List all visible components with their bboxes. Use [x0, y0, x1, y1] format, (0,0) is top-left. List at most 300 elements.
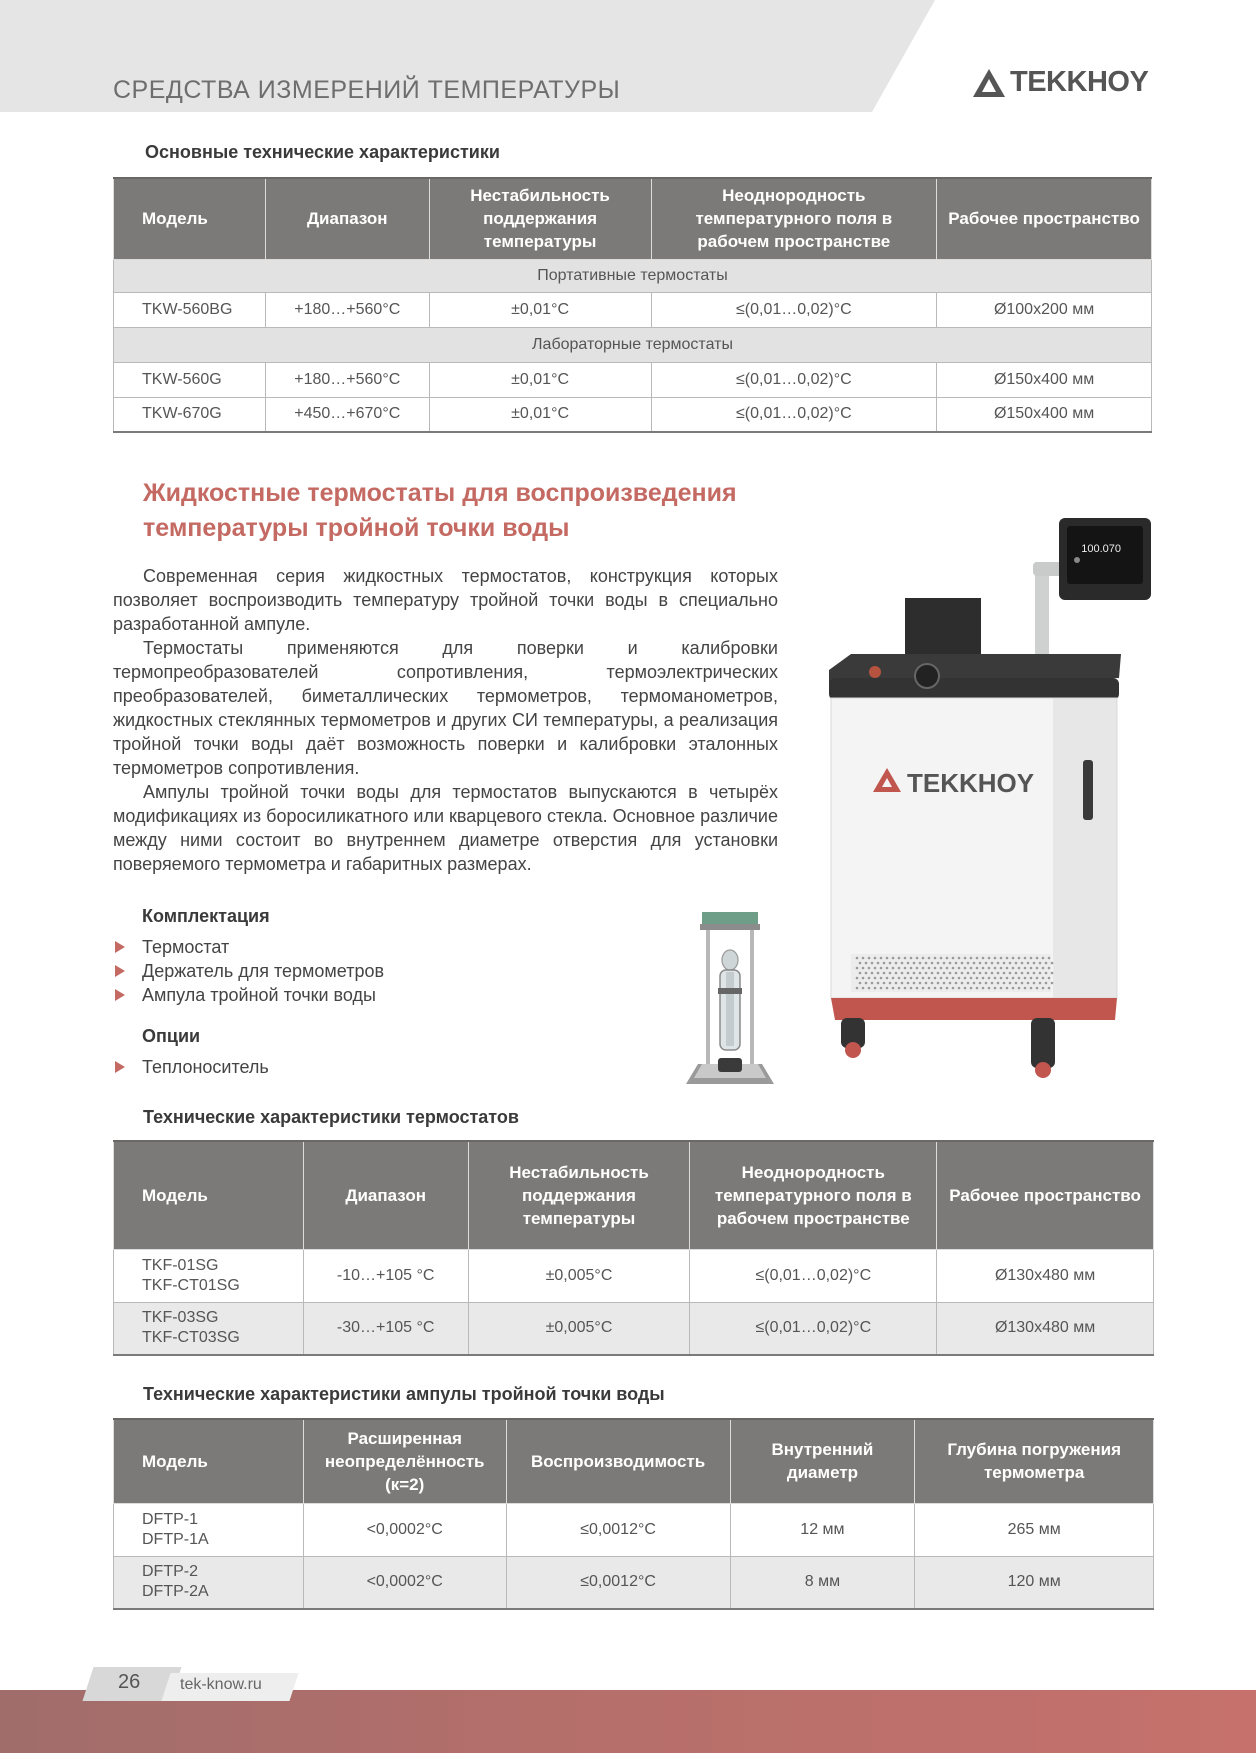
vent-hole	[1042, 977, 1045, 980]
device-brand-text: TEKKHOY	[907, 768, 1035, 798]
bullet-triangle-icon	[115, 941, 125, 953]
col-header-immersion-depth: Глубина погружения термометра	[915, 1419, 1154, 1503]
vent-hole	[1009, 972, 1012, 975]
cell-model: TKW-560G	[114, 362, 266, 397]
vent-hole	[865, 972, 868, 975]
cell-workspace: Ø100х200 мм	[937, 292, 1152, 327]
thermostat-device-image	[815, 510, 1155, 1095]
vent-hole	[955, 962, 958, 965]
table-header-row	[114, 1141, 1154, 1249]
vent-hole	[997, 972, 1000, 975]
vent-hole	[877, 962, 880, 965]
vent-hole	[856, 977, 859, 980]
kit-heading: Комплектация	[142, 906, 270, 926]
paragraph: Современная серия жидкостных термостатов, конструкция которых позволяет воспроизводить температуру тройной точки воды в специально разработанной ампуле.	[113, 566, 778, 634]
vent-hole	[1024, 987, 1027, 990]
vent-hole	[1036, 957, 1039, 960]
vent-hole	[979, 962, 982, 965]
table-section-row	[114, 327, 1152, 362]
vent-hole	[964, 957, 967, 960]
page-section-title: СРЕДСТВА ИЗМЕРЕНИЙ ТЕМПЕРАТУРЫ	[113, 76, 621, 104]
vent-hole	[889, 972, 892, 975]
vent-hole	[922, 987, 925, 990]
vent-hole	[1018, 987, 1021, 990]
cell-model	[114, 1503, 304, 1556]
vent-hole	[952, 967, 955, 970]
vent-hole	[916, 977, 919, 980]
col-header-model: Модель	[114, 1141, 304, 1249]
vent-hole	[1000, 987, 1003, 990]
vent-hole	[883, 972, 886, 975]
vent-hole	[1003, 962, 1006, 965]
vent-hole	[904, 967, 907, 970]
vent-hole	[958, 967, 961, 970]
vent-hole	[937, 972, 940, 975]
vent-hole	[1027, 962, 1030, 965]
cell-immersion-depth: 265 мм	[915, 1503, 1154, 1556]
vent-hole	[880, 977, 883, 980]
cell-range: +180…+560°С	[265, 292, 429, 327]
vent-hole	[952, 987, 955, 990]
col-header-inhomogeneity: Неоднородность температурного поля в рабочем пространстве	[651, 178, 937, 259]
vent-hole	[982, 977, 985, 980]
cell-model	[114, 1302, 304, 1355]
vent-hole	[967, 962, 970, 965]
vent-hole	[1030, 957, 1033, 960]
vent-hole	[997, 982, 1000, 985]
vent-hole	[871, 962, 874, 965]
cell-instability: ±0,005°С	[468, 1302, 690, 1355]
vent-hole	[991, 962, 994, 965]
vent-hole	[958, 987, 961, 990]
vent-hole	[958, 957, 961, 960]
vent-hole	[1036, 987, 1039, 990]
cell-reproducibility: ≤0,0012°С	[506, 1503, 730, 1556]
cell-inner-diameter: 12 мм	[730, 1503, 915, 1556]
vent-hole	[1048, 977, 1051, 980]
vent-hole	[1015, 972, 1018, 975]
vent-hole	[892, 967, 895, 970]
section-label: Портативные термостаты	[114, 259, 1152, 292]
vent-hole	[886, 957, 889, 960]
vent-hole	[898, 987, 901, 990]
section-heading: Жидкостные термостаты для воспроизведения температуры тройной точки воды	[143, 479, 737, 542]
vent-hole	[967, 982, 970, 985]
brand-name: TEKKHOY	[1010, 66, 1149, 98]
vent-hole	[949, 962, 952, 965]
vent-hole	[910, 977, 913, 980]
cell-reproducibility: ≤0,0012°С	[506, 1556, 730, 1609]
vent-hole	[1027, 982, 1030, 985]
vent-hole	[952, 977, 955, 980]
col-header-uncertainty: Расширенная неопределённость (к=2)	[303, 1419, 506, 1503]
vent-hole	[982, 967, 985, 970]
vent-hole	[862, 967, 865, 970]
vent-hole	[1042, 987, 1045, 990]
table-row	[114, 1503, 1154, 1556]
vent-hole	[961, 962, 964, 965]
vent-hole	[1006, 987, 1009, 990]
vent-hole	[994, 987, 997, 990]
logo-triangle-icon	[972, 68, 1006, 98]
vent-hole	[1045, 972, 1048, 975]
vent-hole	[928, 957, 931, 960]
vent-hole	[904, 957, 907, 960]
vent-hole	[871, 972, 874, 975]
cell-inhomogeneity: ≤(0,01…0,02)°С	[651, 362, 937, 397]
table-row	[114, 397, 1152, 432]
col-header-instability: Нестабильность поддержания температуры	[429, 178, 651, 259]
website-link[interactable]: tek-know.ru	[180, 1676, 262, 1693]
vent-hole	[1024, 967, 1027, 970]
vent-hole	[994, 967, 997, 970]
col-header-inner-diameter: Внутренний диаметр	[730, 1419, 915, 1503]
vent-hole	[1045, 982, 1048, 985]
vent-hole	[880, 987, 883, 990]
section-body	[113, 564, 778, 876]
vent-hole	[964, 987, 967, 990]
model-name-alt: TKF-CT03SG	[142, 1329, 240, 1347]
vent-hole	[979, 972, 982, 975]
model-name-alt: DFTP-2A	[142, 1583, 209, 1601]
vent-hole	[934, 967, 937, 970]
vent-hole	[931, 982, 934, 985]
cell-range: +450…+670°С	[265, 397, 429, 432]
table-row	[114, 1556, 1154, 1609]
vent-hole	[910, 957, 913, 960]
cell-inner-diameter: 8 мм	[730, 1556, 915, 1609]
vent-hole	[868, 957, 871, 960]
vent-hole	[1021, 972, 1024, 975]
vent-hole	[1036, 967, 1039, 970]
vent-hole	[1033, 972, 1036, 975]
table2-title: Технические характеристики термостатов	[143, 1107, 519, 1127]
vent-hole	[934, 957, 937, 960]
table-section-row	[114, 259, 1152, 292]
vent-hole	[880, 967, 883, 970]
vent-hole	[907, 982, 910, 985]
cell-inhomogeneity: ≤(0,01…0,02)°С	[651, 397, 937, 432]
vent-hole	[985, 982, 988, 985]
cell-model	[114, 1249, 304, 1302]
vent-hole	[1039, 982, 1042, 985]
vent-hole	[994, 977, 997, 980]
vent-hole	[862, 987, 865, 990]
vent-hole	[979, 982, 982, 985]
vent-hole	[1000, 977, 1003, 980]
cell-workspace: Ø150х400 мм	[937, 397, 1152, 432]
vent-hole	[928, 967, 931, 970]
vent-hole	[1033, 962, 1036, 965]
vent-hole	[874, 977, 877, 980]
list-item	[115, 959, 384, 983]
vent-hole	[922, 967, 925, 970]
vent-hole	[1045, 962, 1048, 965]
bullet-triangle-icon	[115, 989, 125, 1001]
list-item-label: Ампула тройной точки воды	[142, 985, 376, 1005]
vent-hole	[925, 972, 928, 975]
vent-hole	[874, 957, 877, 960]
vent-hole	[982, 987, 985, 990]
vent-hole	[958, 977, 961, 980]
vent-hole	[856, 987, 859, 990]
vent-hole	[865, 962, 868, 965]
vent-hole	[1051, 962, 1054, 965]
vent-hole	[1018, 977, 1021, 980]
vent-hole	[895, 982, 898, 985]
model-name: DFTP-1	[142, 1510, 198, 1528]
ampoule-spec-table	[113, 1418, 1154, 1610]
cell-instability: ±0,01°С	[429, 362, 651, 397]
vent-hole	[967, 972, 970, 975]
vent-hole	[964, 967, 967, 970]
vent-hole	[973, 962, 976, 965]
col-header-workspace: Рабочее пространство	[937, 178, 1152, 259]
col-header-instability: Нестабильность поддержания температуры	[468, 1141, 690, 1249]
model-name: TKF-01SG	[142, 1256, 219, 1274]
table-header-row	[114, 1419, 1154, 1503]
vent-hole	[919, 972, 922, 975]
vent-hole	[859, 962, 862, 965]
vent-hole	[976, 987, 979, 990]
vent-hole	[877, 982, 880, 985]
vent-hole	[928, 987, 931, 990]
vent-hole	[1033, 982, 1036, 985]
col-header-inhomogeneity: Неоднородность температурного поля в рабочем пространстве	[690, 1141, 937, 1249]
vent-hole	[916, 987, 919, 990]
vent-hole	[994, 957, 997, 960]
vent-hole	[964, 977, 967, 980]
vent-hole	[1000, 967, 1003, 970]
vent-hole	[913, 982, 916, 985]
cell-uncertainty: <0,0002°С	[303, 1503, 506, 1556]
vent-hole	[1039, 962, 1042, 965]
vent-hole	[1024, 957, 1027, 960]
vent-hole	[949, 982, 952, 985]
vent-hole	[892, 977, 895, 980]
vent-hole	[949, 972, 952, 975]
paragraph: Термостаты применяются для поверки и калибровки термопреобразователей сопротивления, термоэлектрических преобразователей, биметаллических термометров, термоманометров, жидкостных стеклянных термометров и других СИ температуры, а реализация тройной точки воды даёт возможность поверки и калибровки эталонных термометров сопротивления.	[113, 638, 778, 778]
vent-hole	[1027, 972, 1030, 975]
cell-uncertainty: <0,0002°С	[303, 1556, 506, 1609]
model-name-alt: DFTP-1A	[142, 1530, 209, 1548]
vent-hole	[907, 962, 910, 965]
cell-immersion-depth: 120 мм	[915, 1556, 1154, 1609]
vent-hole	[940, 967, 943, 970]
model-name-alt: TKF-CT01SG	[142, 1276, 240, 1294]
vent-grille	[851, 954, 1053, 992]
vent-hole	[973, 982, 976, 985]
options-heading: Опции	[142, 1026, 201, 1046]
vent-hole	[934, 987, 937, 990]
vent-hole	[910, 987, 913, 990]
vent-hole	[877, 972, 880, 975]
cell-range: -10…+105 °С	[303, 1249, 468, 1302]
vent-hole	[901, 982, 904, 985]
vent-hole	[1024, 977, 1027, 980]
vent-hole	[859, 982, 862, 985]
vent-hole	[859, 972, 862, 975]
vent-hole	[1012, 957, 1015, 960]
cell-instability: ±0,01°С	[429, 292, 651, 327]
vent-hole	[940, 957, 943, 960]
cell-model: TKW-560BG	[114, 292, 266, 327]
vent-hole	[961, 972, 964, 975]
cell-workspace: Ø150х400 мм	[937, 362, 1152, 397]
vent-hole	[1012, 967, 1015, 970]
vent-hole	[1036, 977, 1039, 980]
vent-hole	[946, 967, 949, 970]
vent-hole	[991, 982, 994, 985]
vent-hole	[913, 972, 916, 975]
list-item	[115, 1055, 269, 1079]
vent-hole	[925, 982, 928, 985]
vent-hole	[1030, 977, 1033, 980]
vent-hole	[901, 972, 904, 975]
table-row	[114, 362, 1152, 397]
vent-hole	[988, 957, 991, 960]
vent-hole	[886, 967, 889, 970]
vent-hole	[856, 957, 859, 960]
cell-inhomogeneity: ≤(0,01…0,02)°С	[651, 292, 937, 327]
vent-hole	[946, 977, 949, 980]
model-name: TKF-03SG	[142, 1309, 219, 1327]
col-header-model: Модель	[114, 1419, 304, 1503]
vent-hole	[904, 977, 907, 980]
table-row	[114, 1302, 1154, 1355]
main-spec-table	[113, 177, 1152, 433]
list-item-label: Держатель для термометров	[142, 961, 385, 981]
vent-hole	[919, 982, 922, 985]
vent-hole	[895, 962, 898, 965]
cell-instability: ±0,005°С	[468, 1249, 690, 1302]
vent-hole	[985, 962, 988, 965]
vent-hole	[946, 957, 949, 960]
brand-logo	[972, 66, 1148, 99]
vent-hole	[937, 962, 940, 965]
vent-hole	[1021, 982, 1024, 985]
table1-title: Основные технические характеристики	[145, 142, 500, 162]
col-header-reproducibility: Воспроизводимость	[506, 1419, 730, 1503]
vent-hole	[955, 972, 958, 975]
ampoule-image	[680, 908, 780, 1088]
vent-hole	[889, 962, 892, 965]
thermostat-spec-table	[113, 1140, 1154, 1356]
cell-model: TKW-670G	[114, 397, 266, 432]
vent-hole	[976, 957, 979, 960]
vent-hole	[922, 957, 925, 960]
vent-hole	[1012, 977, 1015, 980]
vent-hole	[976, 977, 979, 980]
vent-hole	[862, 957, 865, 960]
vent-hole	[883, 982, 886, 985]
vent-hole	[925, 962, 928, 965]
vent-hole	[1003, 972, 1006, 975]
vent-hole	[946, 987, 949, 990]
vent-hole	[898, 957, 901, 960]
vent-hole	[898, 977, 901, 980]
list-item-label: Термостат	[142, 937, 230, 957]
vent-hole	[868, 987, 871, 990]
vent-hole	[892, 957, 895, 960]
kit-list	[115, 935, 384, 1007]
cell-workspace: Ø130х480 мм	[937, 1249, 1154, 1302]
vent-hole	[1000, 957, 1003, 960]
vent-hole	[910, 967, 913, 970]
vent-hole	[982, 957, 985, 960]
vent-hole	[1015, 962, 1018, 965]
vent-hole	[940, 987, 943, 990]
vent-hole	[1048, 967, 1051, 970]
vent-hole	[916, 957, 919, 960]
vent-hole	[970, 977, 973, 980]
vent-hole	[1051, 972, 1054, 975]
cell-workspace: Ø130х480 мм	[937, 1302, 1154, 1355]
bullet-triangle-icon	[115, 1061, 125, 1073]
vent-hole	[862, 977, 865, 980]
vent-hole	[922, 977, 925, 980]
vent-hole	[874, 967, 877, 970]
vent-hole	[928, 977, 931, 980]
cell-model	[114, 1556, 304, 1609]
vent-hole	[898, 967, 901, 970]
vent-hole	[871, 982, 874, 985]
vent-hole	[970, 957, 973, 960]
display-readout: 100.070	[1081, 543, 1121, 555]
vent-hole	[970, 967, 973, 970]
table-header-row	[114, 178, 1152, 259]
vent-hole	[1015, 982, 1018, 985]
vent-hole	[889, 982, 892, 985]
vent-hole	[892, 987, 895, 990]
vent-hole	[916, 967, 919, 970]
vent-hole	[904, 987, 907, 990]
paragraph: Ампулы тройной точки воды для термостатов выпускаются в четырёх модификациях из боросиликатного или кварцевого стекла. Основное различие между ними состоит во внутреннем диаметре отверстия для установки поверяемого термометра и габаритных размерах.	[113, 782, 778, 874]
vent-hole	[1018, 957, 1021, 960]
vent-hole	[955, 982, 958, 985]
vent-hole	[1009, 962, 1012, 965]
vent-hole	[901, 962, 904, 965]
vent-hole	[943, 982, 946, 985]
vent-hole	[943, 962, 946, 965]
vent-hole	[937, 982, 940, 985]
vent-hole	[931, 972, 934, 975]
vent-hole	[874, 987, 877, 990]
vent-hole	[895, 972, 898, 975]
section-label: Лабораторные термостаты	[114, 327, 1152, 362]
vent-hole	[886, 977, 889, 980]
vent-hole	[976, 967, 979, 970]
table-row	[114, 292, 1152, 327]
vent-hole	[961, 982, 964, 985]
table-row	[114, 1249, 1154, 1302]
vent-hole	[970, 987, 973, 990]
list-item-label: Теплоноситель	[142, 1057, 269, 1077]
cell-inhomogeneity: ≤(0,01…0,02)°С	[690, 1249, 937, 1302]
options-list	[115, 1055, 269, 1079]
model-name: DFTP-2	[142, 1563, 198, 1581]
vent-hole	[973, 972, 976, 975]
vent-hole	[1018, 967, 1021, 970]
vent-hole	[985, 972, 988, 975]
col-header-range: Диапазон	[303, 1141, 468, 1249]
table3-title: Технические характеристики ампулы тройной точки воды	[143, 1384, 665, 1404]
vent-hole	[913, 962, 916, 965]
cell-range: -30…+105 °С	[303, 1302, 468, 1355]
vent-hole	[988, 977, 991, 980]
cell-range: +180…+560°С	[265, 362, 429, 397]
vent-hole	[856, 967, 859, 970]
